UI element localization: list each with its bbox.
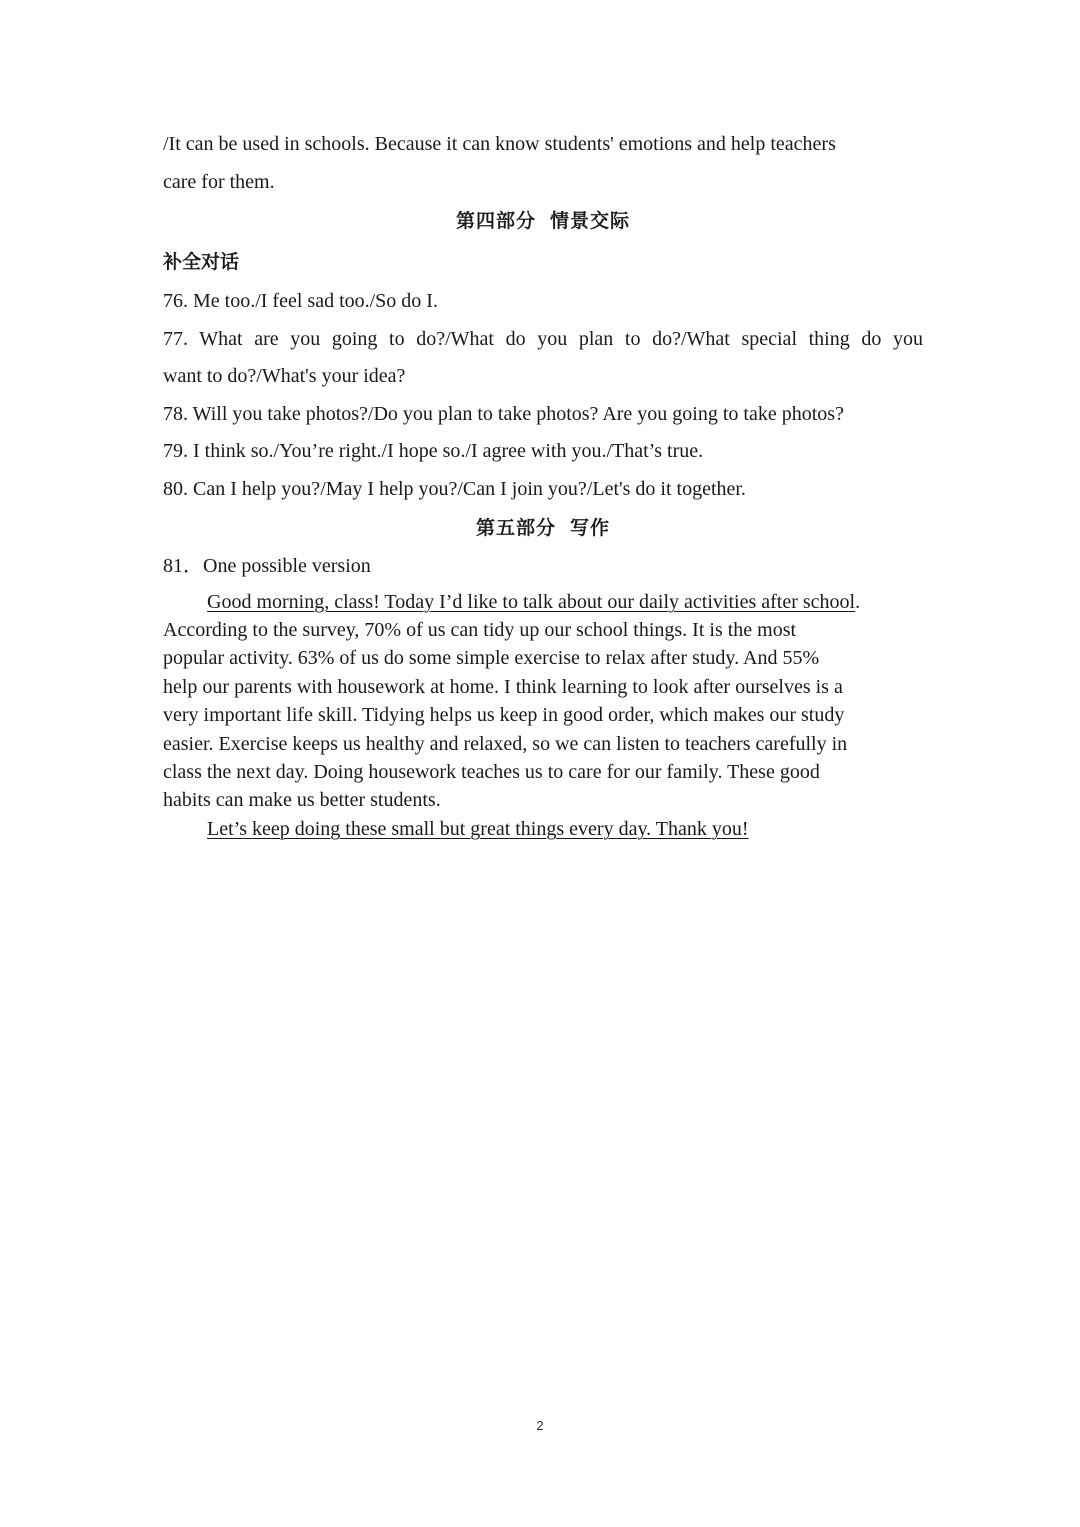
page-content	[163, 126, 923, 843]
intro-line-2: care for them.	[163, 170, 275, 193]
answer-78: 78. Will you take photos?/Do you plan to take photos? Are you going to take photos?	[163, 402, 844, 425]
question-81-label: 81．One possible version	[163, 555, 371, 577]
essay-closing-line	[163, 815, 923, 843]
part5-heading-number: 第五部分	[475, 517, 556, 539]
part4-heading-title: 情景交际	[550, 210, 631, 232]
essay-opening-period: .	[855, 590, 861, 613]
answer-76: 76. Me too./I feel sad too./So do I.	[163, 290, 438, 312]
essay-line-8: habits can make us better students.	[163, 789, 441, 812]
answer-79: 79. I think so./You’re right./I hope so./I agree with you./That’s true.	[163, 440, 704, 462]
essay-line-2: According to the survey, 70% of us can tidy up our school things. It is the most	[163, 618, 797, 641]
essay-opening-line	[163, 588, 923, 616]
part5-heading-title: 写作	[570, 517, 611, 539]
dialogue-subheading: 补全对话	[163, 251, 240, 273]
essay-line-7: class the next day. Doing housework teaches us to care for our family. These good	[163, 760, 820, 783]
essay-line-4: help our parents with housework at home. I think learning to look after ourselves is a	[163, 675, 843, 698]
essay-line-6: easier. Exercise keeps us healthy and relaxed, so we can listen to teachers carefully in	[163, 732, 848, 755]
page-number: 2	[536, 1418, 544, 1433]
essay-opening: Good morning, class! Today I’d like to talk about our daily activities after school	[207, 590, 856, 613]
part4-heading	[163, 201, 923, 241]
model-essay	[163, 588, 923, 844]
part4-heading-number: 第四部分	[455, 210, 536, 232]
essay-line-3: popular activity. 63% of us do some simple exercise to relax after study. And 55%	[163, 647, 820, 670]
answer-80: 80. Can I help you?/May I help you?/Can I join you?/Let's do it together.	[163, 477, 746, 500]
answer-77-line-2: want to do?/What's your idea?	[163, 365, 406, 387]
essay-line-5: very important life skill. Tidying helps us keep in good order, which makes our study	[163, 704, 845, 727]
intro-line-1: /It can be used in schools. Because it can know students' emotions and help teachers	[163, 133, 836, 155]
essay-closing: Let’s keep doing these small but great things every day. Thank you!	[207, 817, 749, 840]
part5-heading	[163, 508, 923, 548]
answer-77-line-1: 77. What are you going to do?/What do you plan to do?/What special thing do you	[163, 327, 923, 350]
